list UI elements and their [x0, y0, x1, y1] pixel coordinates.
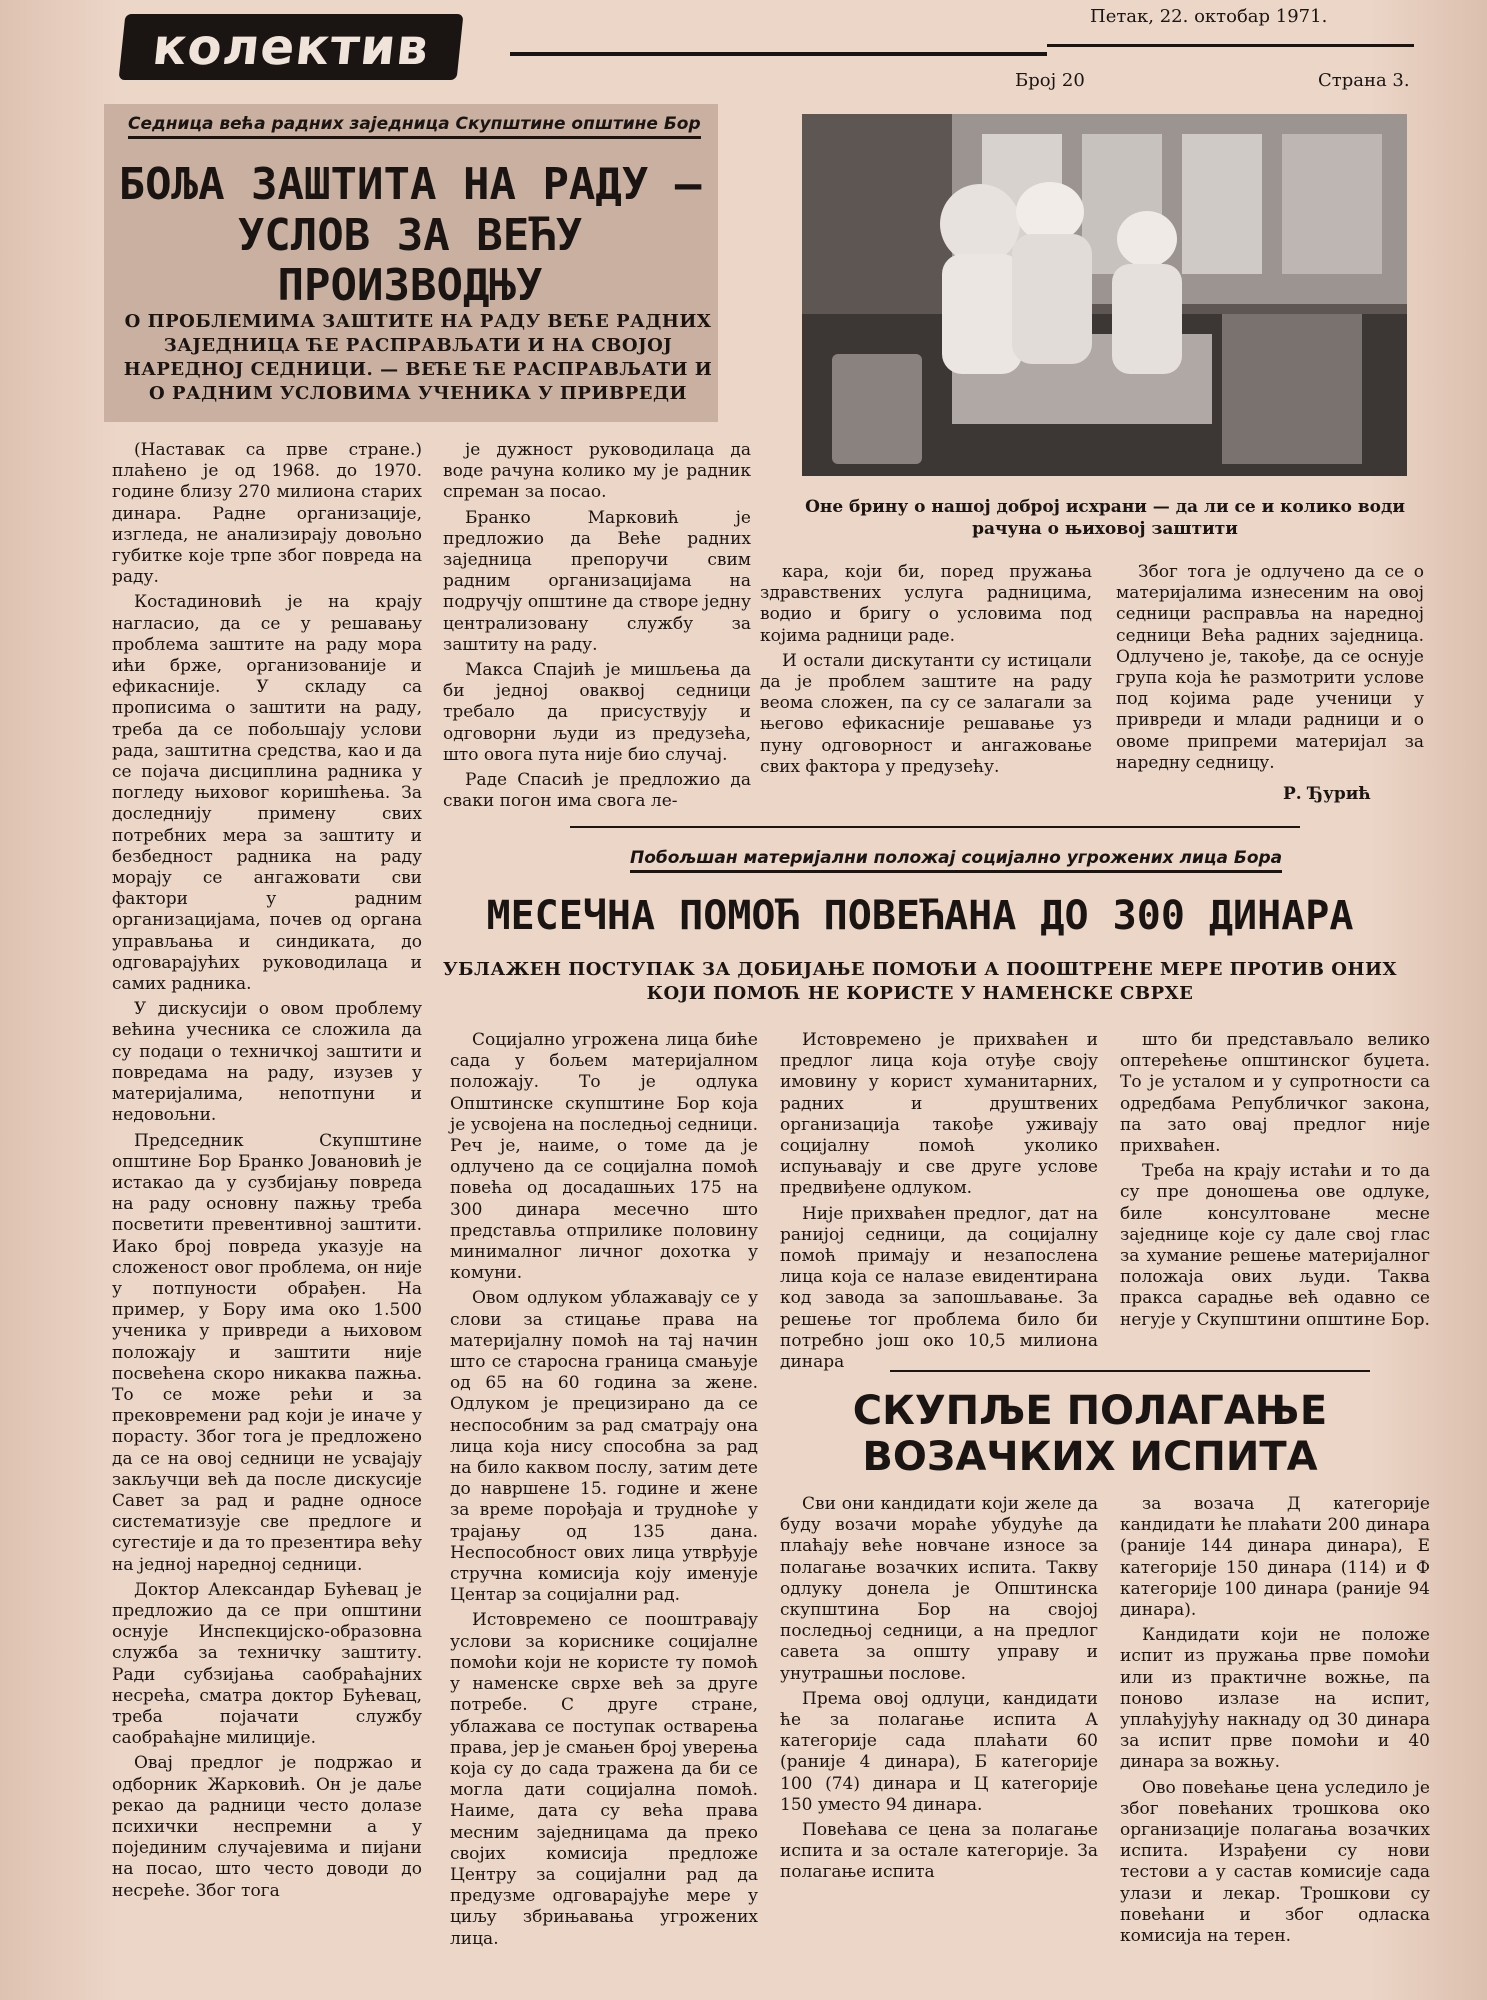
paragraph: Повећава се цена за полагање испита и за остале категорије. За полагање испита — [780, 1820, 1098, 1883]
masthead-rule-top — [1047, 44, 1414, 47]
paragraph: кара, који би, поред пружања здравствених услуга радницима, водио и бригу о условима под којима радници раде. — [760, 562, 1092, 646]
paragraph: Према овој одлуци, кандидати ће за полагање испита А категорије сада плаћати 60 (раније 4 динара), Б категорије 100 (74) динара и Ц категорије 150 уместо 94 динара. — [780, 1688, 1098, 1815]
article2-column-2 — [780, 1030, 1098, 1373]
article3-column-2 — [1120, 1494, 1430, 1947]
paragraph: Треба на крају истаћи и то да су пре доношења ове одлуке, биле консултоване месне заједнице које су дале свој глас за хумание решење материјалног положаја ових људи. Таква пракса сарадње већ одавно се негује у Скупштини општине Бор. — [1120, 1161, 1430, 1330]
paragraph: Раде Спасић је предложио да сваки погон има свога ле- — [443, 770, 751, 812]
kitchen-photo-image — [802, 114, 1407, 476]
article3-column-1 — [780, 1494, 1098, 1884]
paragraph: Због тога је одлучено да се о материјалима изнесеним на овој седници расправља на наредној седници Већа радних заједница. Одлучено је, такође, да се оснује група која ће размотрити услове под којима раде ученици у привреди и млади радници и о овоме припреми материјал за наредну седницу. — [1116, 562, 1424, 773]
paragraph: Овај предлог је подржао и одборник Жарковић. Он је даље рекао да радници често долазе психички неспремни а у појединим случајевима и пијани на посао, што често доводи до несреће. Због тога — [112, 1753, 422, 1901]
paragraph: што би представљало велико оптерећење општинског буџета. То је усталом и у супротности са одредбама Републичког закона, па зато овај предлог није прихваћен. — [1120, 1030, 1430, 1157]
kitchen-photo — [802, 114, 1407, 476]
article2-column-1 — [450, 1030, 758, 1950]
article1-column-3 — [760, 562, 1092, 778]
article1-column-4 — [1116, 562, 1424, 774]
paragraph: Није прихваћен предлог, дат на ранијој седници, да социјалну помоћ примају и незапослена лица која се налазе евидентирана код завода за запошљавање. За решење тог проблема било би потребно још око 10,5 милиона динара — [780, 1203, 1098, 1373]
paragraph: Ово повећање цена уследило је због повећаних трошкова око организације полагања возачких испита. Израђени су нови тестови а у састав комисије сада улази и лекар. Трошкови су повећани и због одласка комисија на терен. — [1120, 1777, 1430, 1947]
paragraph: Бранко Марковић је предложио да Веће радних заједница препоручи свим радним организацијама на подручју општине да створе једну централизовану службу за заштиту на раду. — [443, 507, 751, 655]
dateline: Петак, 22. октобар 1971. — [1090, 6, 1328, 27]
article2-headline: МЕСЕЧНА ПОМОЋ ПОВЕЋАНА ДО 300 ДИНАРА — [486, 893, 1354, 939]
page-number: Страна 3. — [1318, 70, 1410, 91]
paragraph: Истовремено се пооштравају услови за кориснике социјалне помоћи који не користе ту помоћ у наменске сврхе већ за друге потребе. С друге стране, ублажава се поступак остварења права, јер је смањен број уверења која су до сада тражена да би се могла дати социјална помоћ. Наиме, дата су већа права месним заједницама да преко својих комисија предложе Центру за социјални рад да предузме одговарајуће мере у циљу збрињавања угрожених лица. — [450, 1610, 758, 1949]
paragraph: Истовремено је прихваћен и предлог лица која отуђе своју имовину у корист хуманитарних, радних и друштвених организација такође уживају социјалну помоћ уколико испуњавају и све друге услове предвиђене одлуком. — [780, 1030, 1098, 1199]
author-signature: Р. Ђурић — [1283, 784, 1371, 804]
article2-deck: УБЛАЖЕН ПОСТУПАК ЗА ДОБИЈАЊЕ ПОМОЋИ А ПООШТРЕНЕ МЕРЕ ПРОТИВ ОНИХ КОЈИ ПОМОЋ НЕ КОРИСТЕ У НАМЕНСКЕ СВРХЕ — [443, 959, 1397, 1004]
paragraph: Сви они кандидати који желе да буду возачи мораће убудуће да плаћају веће новчане износе за полагање возачких испита. Такву одлуку донела је Општинска скупштина Бор на својој последњој седници, а на предлог савета за општу управу и унутрашњи послове. — [780, 1494, 1098, 1684]
paragraph: Кандидати који не положе испит из пружања прве помоћи или из практичне вожње, па поново излазе на испит, уплаћујућу накнаду од 30 динара за испит прве помоћи и 40 динара за вожњу. — [1120, 1625, 1430, 1773]
paragraph: за возача Д категорије кандидати ће плаћати 200 динара (раније 144 динара динара), Е категорије 150 динара (114) и Ф категорије 100 динара (раније 94 динара). — [1120, 1494, 1430, 1621]
paragraph: Макса Спајић је мишљења да би једној оваквој седници требало да присуствују и одговорни људи из предузећа, што овога пута није био случај. — [443, 660, 751, 765]
article3-headline — [790, 1388, 1390, 1480]
article1-kicker: Седница већа радних заједница Скупштине општине Бор — [128, 114, 701, 139]
article2-column-3 — [1120, 1030, 1430, 1331]
paragraph: Овом одлуком ублажавају се у слови за стицање права на материјалну помоћ на тај начин што се старосна граница смањује од 65 на 60 година за жене. Одлуком је прецизирано да се неспособним за рад сматрају она лица која нису способна за рад на било каквом послу, затим дете до навршене 15. године и жене за време порођаја и трудноће у трајању од 135 дана. Неспособност ових лица утврђује стручна комисија коју именује Центар за социјални рад. — [450, 1288, 758, 1606]
paragraph: Социјално угрожена лица биће сада у бољем материјалном положају. То је одлука Општинске скупштине Бор која је усвојена на последњој седници. Реч је, наиме, о томе да је одлучено да се социјална помоћ повећа од досадашњих 175 на 300 динара месечно што представља отприлике половину минималног личног дохотка у комуни. — [450, 1030, 758, 1284]
masthead-logo: колектив — [119, 14, 464, 80]
article2-kicker: Побољшан материјални положај социјално угрожених лица Бора — [630, 848, 1282, 873]
article1-headline — [112, 160, 708, 312]
article1-column-1 — [112, 440, 422, 1902]
paragraph: И остали дискутанти су истицали да је проблем заштите на раду веома сложен, па су се залагали за његово ефикасније решавање уз пуну одговорност и ангажовање свих фактора у предузећу. — [760, 650, 1092, 777]
article1-column-2 — [443, 440, 751, 812]
masthead-rule — [510, 52, 1047, 56]
article3-headline-line2: ВОЗАЧКИХ ИСПИТА — [862, 1434, 1318, 1480]
paragraph: (Наставак са прве стране.) плаћено је од 1968. до 1970. године близу 270 милиона старих динара. Радне организације, изгледа, не анализирају довољно губитке које трпе због повреда на раду. — [112, 440, 422, 588]
paragraph: Костадиновић је на крају нагласио, да се у решавању проблема заштите на раду мора ићи брже, организованије и ефикасније. У складу са прописима о заштити на раду, треба да се побољшају услови рада, заштитна средства, као и да се појача дисциплина радника у погледу њиховог коришћења. За доследнију примену свих потребних мера за заштиту и безбедност радника на раду морају се ангажовати сви фактори у радним организацијама, почев од органа управљања и синдиката, до одговарајућих руководилаца и самих радника. — [112, 592, 422, 995]
article2-top-rule — [570, 826, 1300, 828]
article1-deck: О ПРОБЛЕМИМА ЗАШТИТЕ НА РАДУ ВЕЋЕ РАДНИХ ЗАЈЕДНИЦА ЋЕ РАСПРАВЉАТИ И НА СВОЈОЈ НАРЕДНОЈ СЕДНИЦИ. — ВЕЋЕ ЋЕ РАСПРАВЉАТИ И О РАДНИМ УСЛОВИМА УЧЕНИКА У ПРИВРЕДИ — [123, 311, 713, 404]
issue-number: Број 20 — [1015, 70, 1085, 91]
paragraph: У дискусији о овом проблему већина учесника се сложила да су подаци о техничкој заштити и повредама на раду, изузев у материјалима, непотпуни и недовољни. — [112, 999, 422, 1126]
photo-caption: Оне брину о нашој доброј исхрани — да ли се и колико води рачуна о њиховој заштити — [805, 497, 1405, 539]
article1-headline-line1: БОЉА ЗАШТИТА НА РАДУ — — [118, 159, 702, 210]
article3-top-rule — [890, 1370, 1370, 1372]
paragraph: је дужност руководилаца да воде рачуна колико му је радник спреман за посао. — [443, 440, 751, 503]
paragraph: Доктор Александар Бућевац је предложио да се при општини оснује Инспекцијско-образовна служба за техничку заштиту. Ради субзијања саобраћајних несрећа, сматра доктор Бућевац, треба појачати службу саобраћајне милиције. — [112, 1579, 422, 1749]
article3-headline-line1: СКУПЉЕ ПОЛАГАЊЕ — [852, 1388, 1328, 1434]
paragraph: Председник Скупштине општине Бор Бранко Јовановић је истакао да у сузбијању повреда на раду основну пажњу треба посветити превентивној заштити. Иако број повреда указује на сложеност овог проблема, он није у потпуности обрађен. На пример, у Бору има око 1.500 ученика у привреди а њиховом положају и заштити није посвећена скоро никаква пажња. То се може рећи и за прековремени рад који је иначе у порасту. Због тога је предложено да се на овој седници не усвајају закључци већ да после дискусије Савет за рад и радне односе систематизује све предлоге и сугестије и да то презентира већу на једној наредној седници. — [112, 1130, 422, 1575]
article1-headline-line2: УСЛОВ ЗА ВЕЋУ ПРОИЗВОДЊУ — [237, 209, 583, 312]
